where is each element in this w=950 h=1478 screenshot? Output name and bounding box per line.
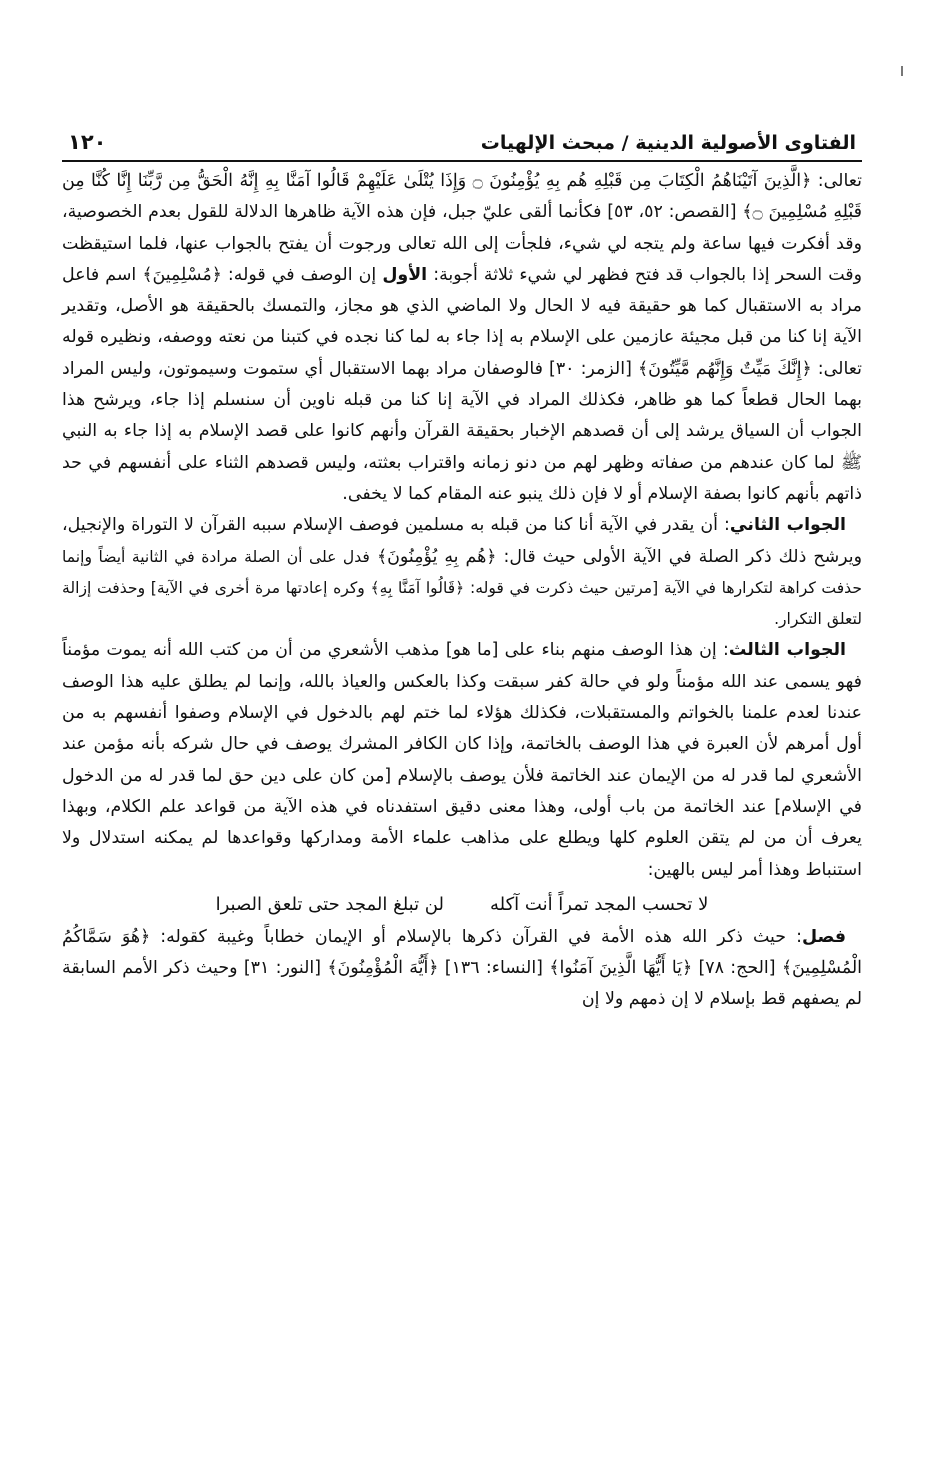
first-answer-label: الأول <box>382 264 428 285</box>
poem-second-hemistich: لن تبلغ المجد حتى تلعق الصبرا <box>215 893 444 915</box>
citation: [الحج: ٧٨] <box>692 958 782 979</box>
third-answer-label: الجواب الثالث <box>728 640 846 661</box>
paragraph-section <box>62 922 862 1016</box>
book-page <box>62 118 862 1016</box>
second-answer-label: الجواب الثاني <box>729 515 846 536</box>
page-number: ١٢٠ <box>68 130 107 154</box>
paragraph-text: اسم فاعل مراد به الاستقبال كما هو حقيقة فيه لا الحال ولا الماضي الذي هو مجاز، والتمسك بالحقيقة هو الأصل، وتقدير الآية إنا كنا من قبل مجيئة عازمين على الإسلام به إذا جاء به لما كنا نجده في كتبنا من نعته ووصفه، ونظيره قوله تعالى: <box>62 264 862 379</box>
header-title: الفتاوى الأصولية الدينية / مبحث الإلهيات <box>480 132 856 154</box>
quran-verse-qasas: ﴿الَّذِينَ آتَيْنَاهُمُ الْكِتَابَ مِن قَبْلِهِ هُم بِهِ يُؤْمِنُونَ ۝ وَإِذَا يُتْلَىٰ عَلَيْهِمْ قَالُوا آمَنَّا بِهِ إِنَّهُ الْحَقُّ مِن رَّبِّنَا إِنَّا كُنَّا مِن قَبْلِهِ مُسْلِمِينَ ۝﴾ <box>62 171 862 223</box>
quran-phrase-qalu-amanna: ﴿قَالُوا آمَنَّا بِهِ﴾ <box>370 578 465 597</box>
quran-verse-hajj: ﴿هُوَ سَمَّاكُمُ الْمُسْلِمِينَ﴾ <box>62 926 862 979</box>
paragraph-third-answer <box>62 635 862 885</box>
poem-first-hemistich: لا تحسب المجد تمراً أنت آكله <box>490 893 709 915</box>
margin-mark <box>901 66 903 76</box>
paragraph-second-answer <box>62 510 862 635</box>
poetry-verse <box>62 888 862 922</box>
quran-phrase-yuminun: ﴿هُم بِهِ يُؤْمِنُونَ﴾ <box>376 546 497 567</box>
paragraph-text: إن الوصف في قوله: <box>221 264 383 285</box>
section-label: فصل <box>801 926 846 947</box>
running-header <box>62 118 862 162</box>
paragraph-text: [النور: ٣١] وحيث ذكر الأمم السابقة لم يصفهم قط بإسلام لا إن ذمهم ولا إن <box>62 958 862 1010</box>
quran-word-muslimin: ﴿مُسْلِمِينَ﴾ <box>142 264 222 285</box>
paragraph-text: : إن هذا الوصف منهم بناء على [ما هو] مذهب الأشعري من أن من كتب الله أنه يموت مؤمناً فهو يسمى عند الله مؤمناً ولو في حالة كفر سبقت وكذا بالعكس والعياذ بالله، وإنما لم يطلق عليه هذا الوصف عندنا لعدم علمنا بالخواتم والمستقبلات، فكذلك هؤلاء لما ختم لهم بالدخول في الإسلام وصفوا أنفسهم به من أول أمرهم لأن العبرة في هذا الوصف بالخاتمة، وإذا كان الكافر المشرك يوصف في حال شركه بأنه مؤمن عند الأشعري لما قدر له من الإيمان عند الخاتمة فلأن يوصف بالإسلام [من كان على دين حق لما قدر له من الدخول في الإسلام] عند الخاتمة من باب أولى، وهذا معنى دقيق استفدناه في هذه الآية من قواعد علم الكلام، وبهذا يعرف أن من لم يتقن العلوم كلها ويطلع على مذاهب علماء الأمة ومداركها وقواعدها لم يمكنه استدلال ولا استنباط وهذا أمر ليس بالهين: <box>62 640 862 880</box>
paragraph-first-answer <box>62 166 862 510</box>
quran-verse-nur: ﴿أَيُّهَ الْمُؤْمِنُونَ﴾ <box>327 958 439 979</box>
paragraph-text: [الزمر: ٣٠] فالوصفان مراد بهما الاستقبال أي ستموت وسيموتون، وليس المراد بهما الحال قطعاً كما هو ظاهر، فكذلك المراد في الآية إنا كنا من قبله ناوين أن سنسلم إذا جاء، ويرشح هذا الجواب أن السياق يرشد إلى أن قصدهم الإخبار بحقيقة القرآن وأنهم كانوا على قصد الإسلام به إذا جاء به النبي ﷺ لما كان عندهم من صفاته وظهر لهم من دنو زمانه واقتراب بعثته، وليس قصدهم الثناء على أنفسهم في حد ذاتهم بأنهم كانوا بصفة الإسلام أو لا فإن ذلك ينبو عنه المقام كما لا يخفى. <box>62 358 862 504</box>
paragraph-text-small: فدل على أن الصلة مرادة في الثانية أيضاً وإنما حذفت كراهة لتكرارها في الآية [مرتين حيث ذكرت في قوله: <box>62 547 863 597</box>
intro-text: تعالى: <box>811 171 862 191</box>
quran-verse-zumar: ﴿إِنَّكَ مَيِّتٌ وَإِنَّهُم مَّيِّتُونَ﴾ <box>637 358 812 379</box>
paragraph-text-small: وكره إعادتها مرة أخرى في الآية] وحذفت إزالة لتعلق التكرار. <box>62 578 862 629</box>
page-body <box>62 166 862 1016</box>
paragraph-text: : أن يقدر في الآية أنا كنا من قبله به مسلمين فوصف الإسلام سببه القرآن لا التوراة والإنجيل، ويرشح ذلك ذكر الصلة في الآية الأولى حيث قال: <box>62 515 863 567</box>
quran-verse-nisa: ﴿يَا أَيُّهَا الَّذِينَ آمَنُوا﴾ <box>549 958 693 979</box>
paragraph-text: [القصص: ٥٢، ٥٣] فكأنما ألقى عليّ جبل، فإن هذه الآية ظاهرها الدلالة للقول بعدم الخصوصية، وقد أفكرت فيها ساعة ولم يتجه لي شيء، فلجأت إلى الله تعالى ورجوت أن يفتح بالجواب عنها، فلما استيقظت وقت السحر إذا بالجواب قد فتح فظهر لي شيء ثلاثة أجوبة: <box>62 202 862 285</box>
citation: [النساء: ١٣٦] <box>438 958 550 979</box>
paragraph-text: : حيث ذكر الله هذه الأمة في القرآن ذكرها بالإسلام أو الإيمان خطاباً وغيبة كقوله: <box>150 926 802 947</box>
